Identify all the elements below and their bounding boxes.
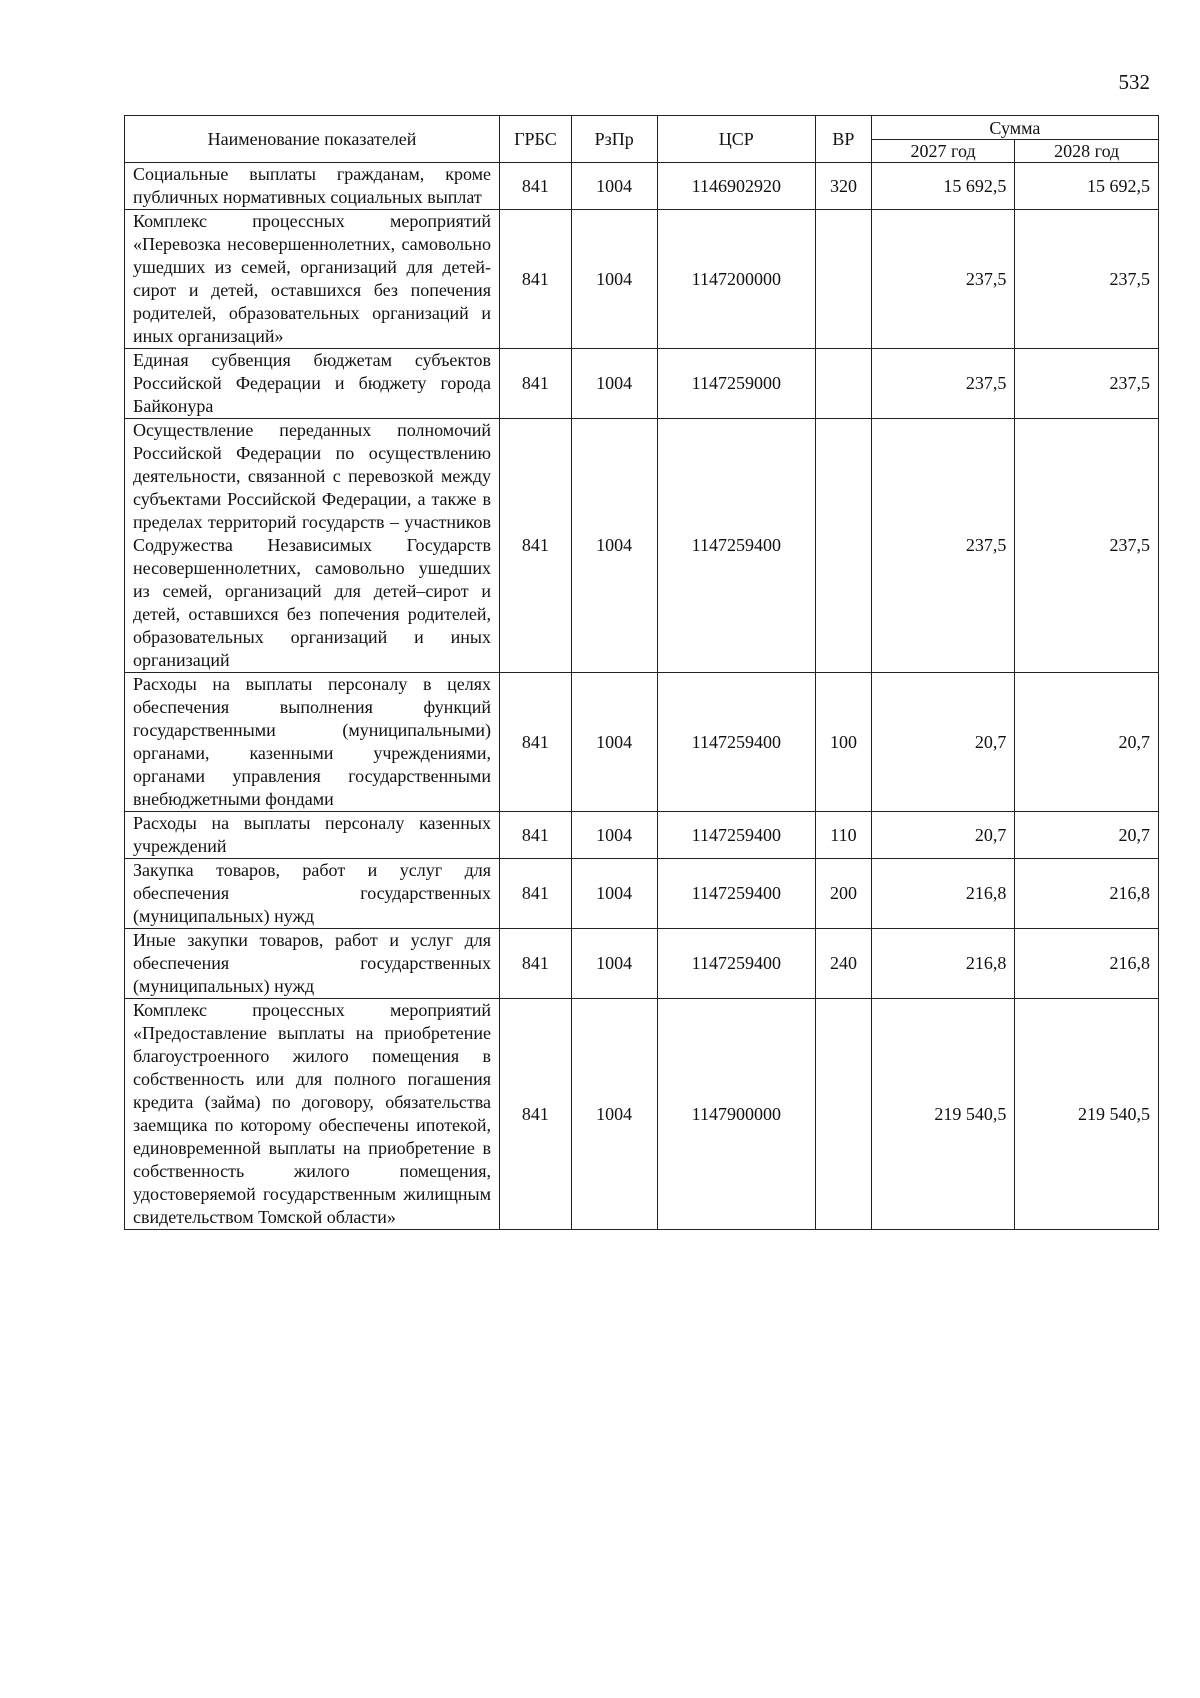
row-grbs: 841 bbox=[500, 349, 572, 419]
page-number: 532 bbox=[1118, 70, 1150, 94]
row-sum-2027: 216,8 bbox=[871, 929, 1015, 999]
row-vr bbox=[816, 349, 872, 419]
row-csr: 1147259400 bbox=[657, 673, 816, 812]
row-grbs: 841 bbox=[500, 999, 572, 1230]
header-csr: ЦСР bbox=[657, 116, 816, 163]
row-sum-2027: 20,7 bbox=[871, 812, 1015, 859]
row-name: Расходы на выплаты персоналу в целях обеспечения выполнения функций государственными (муниципальными) органами, казенными учреждениями, органами управления государственными внебюджетными фондами bbox=[125, 673, 500, 812]
row-csr: 1147259000 bbox=[657, 349, 816, 419]
row-vr: 320 bbox=[816, 163, 872, 210]
row-name: Комплекс процессных мероприятий «Предоставление выплаты на приобретение благоустроенного жилого помещения в собственность или для полного погашения кредита (займа) по договору, обязательства заемщика по которому обеспечены ипотекой, единовременной выплаты на приобретение в собственность жилого помещения, удостоверяемой государственным жилищным свидетельством Томской области» bbox=[125, 999, 500, 1230]
header-name: Наименование показателей bbox=[125, 116, 500, 163]
table-row bbox=[125, 859, 1159, 929]
header-year-2027: 2027 год bbox=[871, 140, 1015, 163]
row-vr: 100 bbox=[816, 673, 872, 812]
header-sum: Сумма bbox=[871, 116, 1158, 140]
table-row bbox=[125, 163, 1159, 210]
row-csr: 1147200000 bbox=[657, 210, 816, 349]
row-vr bbox=[816, 210, 872, 349]
row-vr bbox=[816, 419, 872, 673]
row-sum-2027: 219 540,5 bbox=[871, 999, 1015, 1230]
row-grbs: 841 bbox=[500, 210, 572, 349]
row-name: Комплекс процессных мероприятий «Перевозка несовершеннолетних, самовольно ушедших из семей, организаций для детей-сирот и детей, оставшихся без попечения родителей, образовательных организаций и иных организаций» bbox=[125, 210, 500, 349]
row-csr: 1147259400 bbox=[657, 812, 816, 859]
row-rzpr: 1004 bbox=[571, 929, 657, 999]
row-name: Расходы на выплаты персоналу казенных учреждений bbox=[125, 812, 500, 859]
row-grbs: 841 bbox=[500, 673, 572, 812]
row-rzpr: 1004 bbox=[571, 812, 657, 859]
row-sum-2027: 237,5 bbox=[871, 210, 1015, 349]
row-name: Закупка товаров, работ и услуг для обеспечения государственных (муниципальных) нужд bbox=[125, 859, 500, 929]
row-grbs: 841 bbox=[500, 163, 572, 210]
row-sum-2027: 20,7 bbox=[871, 673, 1015, 812]
row-csr: 1147259400 bbox=[657, 859, 816, 929]
header-grbs: ГРБС bbox=[500, 116, 572, 163]
row-name: Единая субвенция бюджетам субъектов Российской Федерации и бюджету города Байконура bbox=[125, 349, 500, 419]
row-name: Иные закупки товаров, работ и услуг для обеспечения государственных (муниципальных) нужд bbox=[125, 929, 500, 999]
table-row bbox=[125, 999, 1159, 1230]
row-rzpr: 1004 bbox=[571, 210, 657, 349]
row-sum-2028: 237,5 bbox=[1015, 419, 1159, 673]
header-vr: ВР bbox=[816, 116, 872, 163]
row-csr: 1147259400 bbox=[657, 419, 816, 673]
table-header bbox=[125, 116, 1159, 163]
row-name: Социальные выплаты гражданам, кроме публичных нормативных социальных выплат bbox=[125, 163, 500, 210]
row-rzpr: 1004 bbox=[571, 999, 657, 1230]
row-sum-2028: 216,8 bbox=[1015, 929, 1159, 999]
budget-table bbox=[124, 115, 1159, 1230]
table-row bbox=[125, 812, 1159, 859]
row-sum-2027: 216,8 bbox=[871, 859, 1015, 929]
row-rzpr: 1004 bbox=[571, 349, 657, 419]
row-sum-2027: 237,5 bbox=[871, 419, 1015, 673]
table-row bbox=[125, 210, 1159, 349]
header-rzpr: РзПр bbox=[571, 116, 657, 163]
row-grbs: 841 bbox=[500, 859, 572, 929]
row-rzpr: 1004 bbox=[571, 163, 657, 210]
header-year-2028: 2028 год bbox=[1015, 140, 1159, 163]
row-vr: 200 bbox=[816, 859, 872, 929]
table-row bbox=[125, 349, 1159, 419]
row-sum-2027: 15 692,5 bbox=[871, 163, 1015, 210]
row-rzpr: 1004 bbox=[571, 859, 657, 929]
table-row bbox=[125, 929, 1159, 999]
row-name: Осуществление переданных полномочий Российской Федерации по осуществлению деятельности, связанной с перевозкой между субъектами Российской Федерации, а также в пределах территорий государств – участников Содружества Независимых Государств несовершеннолетних, самовольно ушедших из семей, организаций для детей–сирот и детей, оставшихся без попечения родителей, образовательных организаций и иных организаций bbox=[125, 419, 500, 673]
row-sum-2028: 20,7 bbox=[1015, 673, 1159, 812]
row-sum-2028: 237,5 bbox=[1015, 210, 1159, 349]
row-grbs: 841 bbox=[500, 419, 572, 673]
row-vr: 240 bbox=[816, 929, 872, 999]
row-rzpr: 1004 bbox=[571, 419, 657, 673]
row-sum-2028: 219 540,5 bbox=[1015, 999, 1159, 1230]
row-csr: 1146902920 bbox=[657, 163, 816, 210]
row-vr bbox=[816, 999, 872, 1230]
row-sum-2028: 20,7 bbox=[1015, 812, 1159, 859]
row-grbs: 841 bbox=[500, 929, 572, 999]
table-row bbox=[125, 673, 1159, 812]
row-sum-2028: 15 692,5 bbox=[1015, 163, 1159, 210]
table-row bbox=[125, 419, 1159, 673]
row-grbs: 841 bbox=[500, 812, 572, 859]
row-csr: 1147259400 bbox=[657, 929, 816, 999]
row-sum-2028: 237,5 bbox=[1015, 349, 1159, 419]
row-csr: 1147900000 bbox=[657, 999, 816, 1230]
row-rzpr: 1004 bbox=[571, 673, 657, 812]
row-sum-2028: 216,8 bbox=[1015, 859, 1159, 929]
table-body bbox=[125, 163, 1159, 1230]
row-sum-2027: 237,5 bbox=[871, 349, 1015, 419]
row-vr: 110 bbox=[816, 812, 872, 859]
